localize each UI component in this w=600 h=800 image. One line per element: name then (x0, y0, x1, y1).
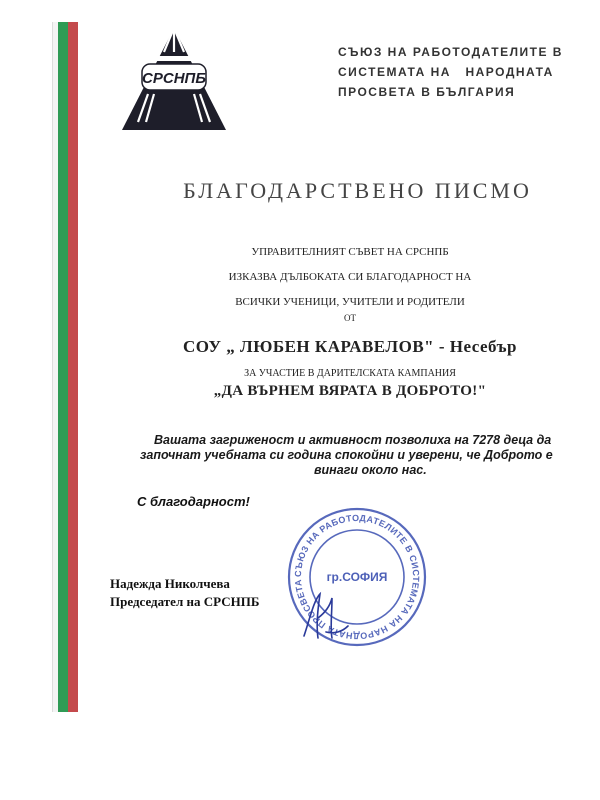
signatory-position: Председател на СРСНПБ (110, 594, 260, 609)
handwritten-signature (296, 588, 356, 642)
school-name: СОУ „ ЛЮБЕН КАРАВЕЛОВ" - Несебър (183, 337, 517, 356)
letter-line-4: ОТ (344, 313, 356, 323)
svg-text:СРСНПБ: СРСНПБ (142, 70, 206, 87)
flag-stripe-green (58, 22, 68, 712)
closing-phrase: С благодарност! (137, 494, 250, 509)
letter-body-line-3: винаги около нас. (314, 463, 427, 477)
letter-body (140, 433, 580, 478)
flag-stripe-red (68, 22, 78, 712)
organization-name-line-2: СИСТЕМАТА НА НАРОДНАТА (338, 65, 554, 79)
campaign-label: ЗА УЧАСТИЕ В ДАРИТЕЛСКАТА КАМПАНИЯ (244, 368, 456, 379)
organization-name-line-1: СЪЮЗ НА РАБОТОДАТЕЛИТЕ В (338, 45, 563, 59)
letter-line-1: УПРАВИТЕЛНИЯТ СЪВЕТ НА СРСНПБ (251, 246, 449, 258)
organization-logo (118, 22, 230, 134)
letter-title: БЛАГОДАРСТВЕНО ПИСМО (183, 178, 532, 203)
organization-name-line-3: ПРОСВЕТА В БЪЛГАРИЯ (338, 85, 516, 99)
campaign-name: „ДА ВЪРНЕМ ВЯРАТА В ДОБРОТО!" (213, 383, 487, 399)
signatory-name: Надежда Николчева (110, 576, 230, 591)
letter-line-3: ВСИЧКИ УЧЕНИЦИ, УЧИТЕЛИ И РОДИТЕЛИ (235, 296, 465, 308)
organization-name (338, 42, 578, 102)
letter-line-2: ИЗКАЗВА ДЪЛБОКАТА СИ БЛАГОДАРНОСТ НА (228, 271, 472, 283)
letter-body-line-2: започнат учебната си година спокойни и уверени, че Доброто е (140, 448, 553, 462)
stamp-center-text: гр.СОФИЯ (326, 570, 388, 584)
letter-body-line-1: Вашата загриженост и активност позволиха на 7278 деца да (154, 433, 552, 447)
stamp-outer-text: СЪЮЗ НА РАБОТОДАТЕЛИТЕ В СИСТЕМАТА НА НАРОДНАТА ПРОСВЕТА (292, 512, 422, 642)
signatory-block (110, 575, 259, 611)
